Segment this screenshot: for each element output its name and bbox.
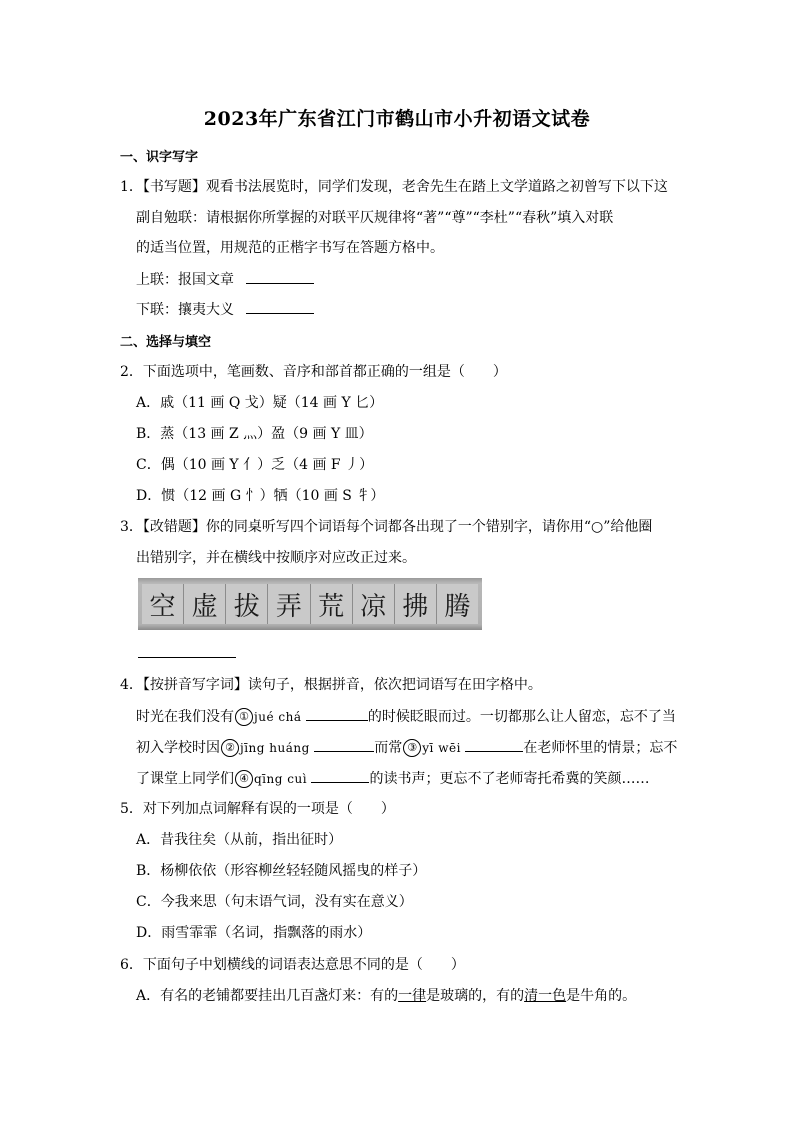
q4-text: 的读书声；更忘不了老师寄托希冀的笑颜…… [369, 771, 650, 787]
q5-option-b[interactable]: B．杨柳依依（形容柳丝轻轻随风摇曳的样子） [136, 863, 427, 879]
q2-option-c[interactable]: C．偶（10 画 Y 亻）乏（4 画 F 丿） [136, 457, 374, 473]
q4-text: 在老师怀里的情景；忘不 [523, 740, 678, 756]
q5-option-c[interactable]: C．今我来思（句末语气词，没有实在意义） [136, 894, 413, 910]
q6-text: 是玻璃的，有的 [426, 988, 525, 1004]
q4-text: 了课堂上同学们 [136, 771, 234, 787]
upper-couplet-blank[interactable] [246, 269, 314, 284]
pinyin-blank-3[interactable] [465, 737, 523, 752]
lower-couplet-label: 下联：攘夷大义 [136, 302, 234, 318]
number-marker: ④ [235, 770, 253, 788]
q4-stem: 4．【按拼音写字词】读句子，根据拼音，依次把词语写在田字格中。 [120, 677, 542, 693]
pinyin-3: yī wēi [422, 741, 461, 755]
q6-text: 是牛角的。 [566, 988, 637, 1004]
q4-line-3 [136, 768, 649, 789]
number-marker: ① [235, 708, 253, 726]
q1-line-2: 副自勉联：请根据你所掌握的对联平仄规律将“著”“尊”“李杜”“春秋”填入对联 [136, 210, 614, 226]
q4-text: 而常 [374, 740, 403, 756]
q3-line-2: 出错别字，并在横线中按顺序对应改正过来。 [136, 550, 416, 566]
pinyin-2: jīng huáng [240, 741, 310, 755]
dictation-char[interactable]: 弄 [268, 584, 310, 624]
q1-line-3: 的适当位置，用规范的正楷字书写在答题方格中。 [136, 240, 444, 256]
q4-line-1 [136, 706, 676, 727]
dictation-char[interactable]: 拂 [395, 584, 437, 624]
underlined-word: 清一色 [524, 988, 567, 1004]
page-title: 2023年广东省江门市鹤山市小升初语文试卷 [203, 108, 591, 130]
dictation-char[interactable]: 荒 [311, 584, 353, 624]
section-heading-2: 二、选择与填空 [120, 335, 212, 350]
dictation-char[interactable]: 空 [142, 584, 184, 624]
dictation-char[interactable]: 凉 [353, 584, 395, 624]
q3-answer-blank[interactable] [138, 657, 236, 658]
pinyin-blank-1[interactable] [306, 706, 368, 721]
pinyin-blank-4[interactable] [311, 768, 369, 783]
pinyin-4: qīng cuì [254, 772, 308, 786]
q5-option-a[interactable]: A．昔我往矣（从前，指出征时） [136, 832, 343, 848]
q4-line-2 [136, 737, 677, 758]
dictation-char[interactable]: 腾 [444, 591, 471, 622]
q4-text: 的时候眨眼而过。一切都那么让人留恋，忘不了当 [367, 709, 676, 725]
pinyin-blank-2[interactable] [314, 737, 374, 752]
pinyin-1: jué chá [254, 710, 302, 724]
q6-option-a[interactable] [136, 986, 636, 1006]
underlined-word: 一律 [398, 988, 427, 1004]
dictation-char[interactable]: 虚 [184, 584, 226, 624]
q1-line-1: 1．【书写题】观看书法展览时，同学们发现，老舍先生在踏上文学道路之初曾写下以下这 [120, 179, 668, 195]
lower-couplet-blank[interactable] [246, 299, 314, 314]
q2-option-a[interactable]: A．戚（11 画 Q 戈）疑（14 画 Y 匕） [136, 395, 384, 411]
upper-couplet-label: 上联：报国文章 [136, 272, 234, 288]
dictation-char[interactable]: 拔 [226, 584, 268, 624]
q1-upper-couplet [136, 269, 314, 290]
q5-option-d[interactable]: D．雨雪霏霏（名词，指飘落的雨水） [136, 925, 372, 941]
q1-lower-couplet [136, 299, 314, 320]
number-marker: ③ [403, 739, 421, 757]
number-marker: ② [221, 739, 239, 757]
section-heading-1: 一、识字写字 [120, 150, 199, 165]
q6-stem: 6．下面句子中划横线的词语表达意思不同的是（ ） [120, 957, 465, 973]
q2-option-d[interactable]: D．惯（12 画 G 忄）牺（10 画 S 牜） [136, 488, 385, 504]
q5-stem: 5．对下列加点词解释有误的一项是（ ） [120, 801, 395, 817]
q2-stem: 2．下面选项中，笔画数、音序和部首都正确的一组是（ ） [120, 364, 507, 380]
q4-text: 时光在我们没有 [136, 709, 234, 725]
dictation-image [138, 578, 482, 630]
q3-line-1: 3．【改错题】你的同桌听写四个词语每个词都各出现了一个错别字，请你用“○”给他圈 [120, 519, 653, 535]
q2-option-b[interactable]: B．蒸（13 画 Z 灬）盈（9 画 Y 皿） [136, 426, 373, 442]
q4-text: 初入学校时因 [136, 740, 220, 756]
q6-text: A．有名的老铺都要挂出几百盏灯来：有的 [136, 988, 399, 1004]
